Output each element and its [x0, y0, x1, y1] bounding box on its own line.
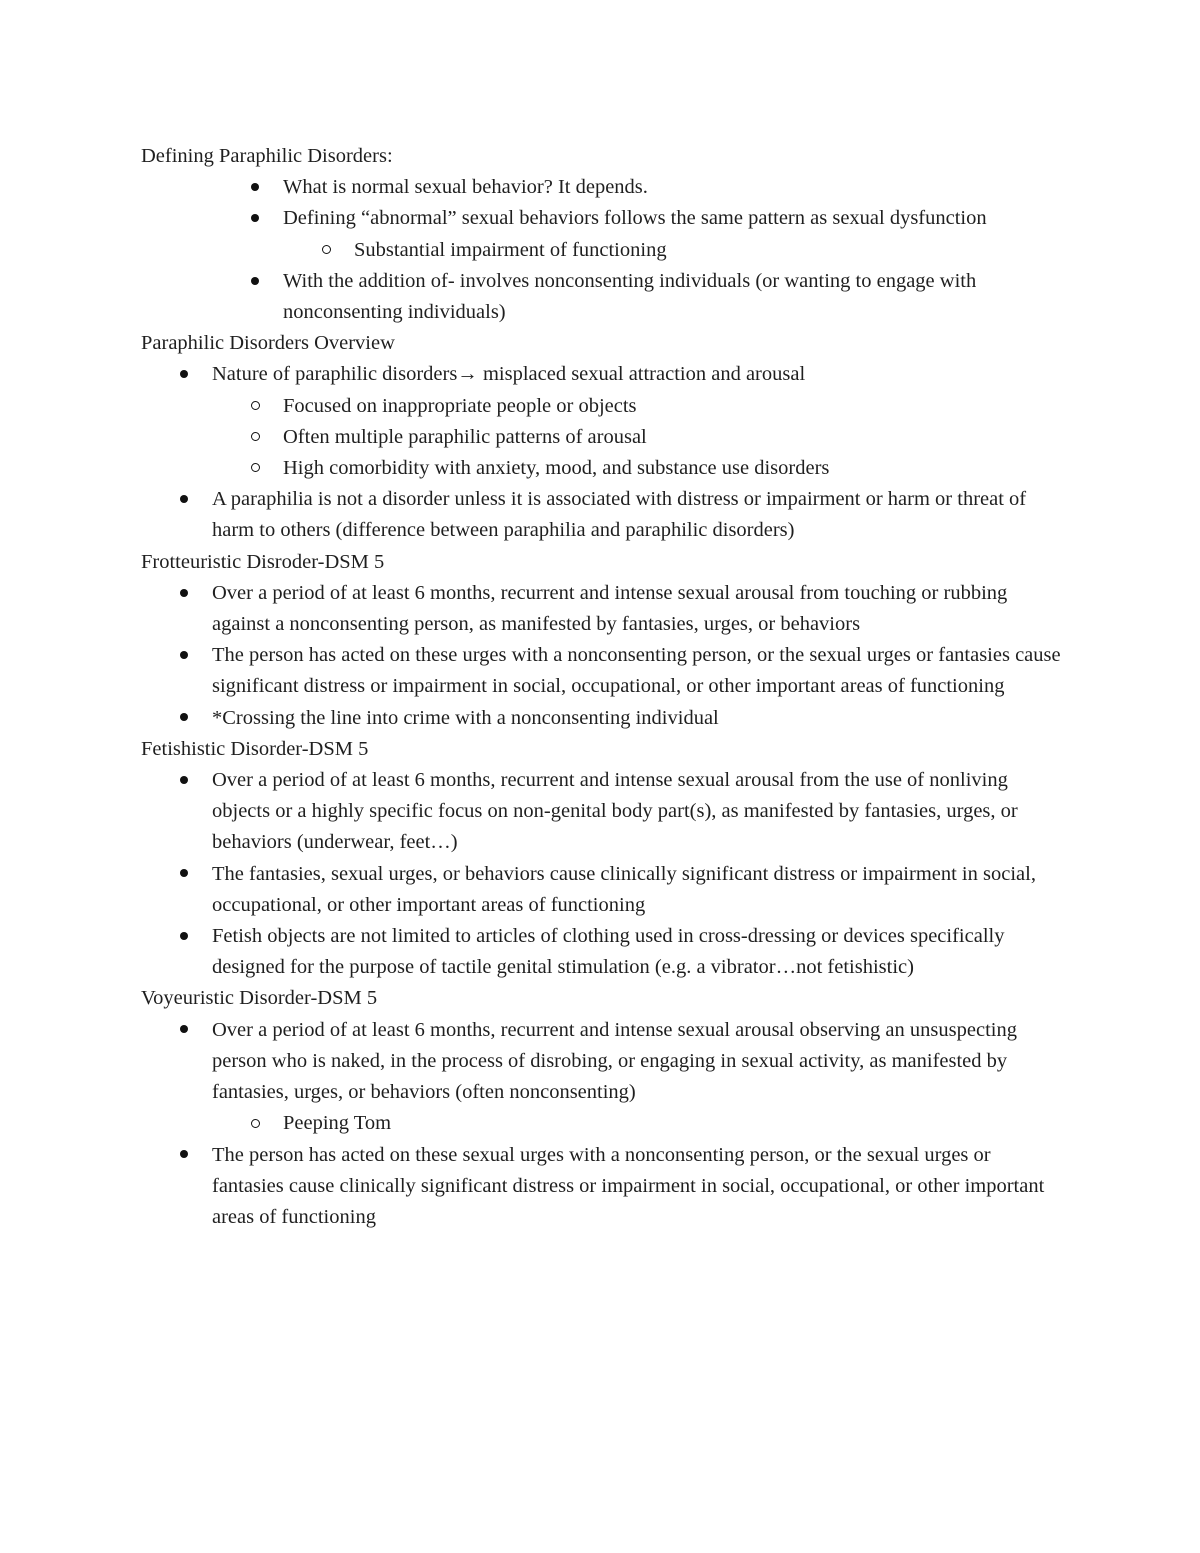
sub-list-item — [141, 1108, 1061, 1139]
bullet-list — [141, 484, 1061, 546]
list-item-text: Over a period of at least 6 months, recurrent and intense sexual arousal from the use of nonliving objects or a highly specific focus on non-genital body part(s), as manifested by fantasies, urges, or behaviors (underwear, feet…) — [212, 769, 1018, 854]
bullet-list — [141, 1015, 1061, 1109]
list-item — [141, 921, 1061, 983]
list-item — [141, 703, 1061, 734]
sub-list-item-text: Focused on inappropriate people or objects — [283, 394, 637, 417]
bullet-disc-icon — [174, 578, 194, 609]
list-item-text: With the addition of- involves nonconsenting individuals (or wanting to engage with nonconsenting individuals) — [283, 269, 977, 324]
bullet-circle-icon — [245, 453, 265, 484]
sub-list-item-text: Often multiple paraphilic patterns of arousal — [283, 425, 647, 448]
list-item-text: Nature of paraphilic disorders→ misplaced sexual attraction and arousal — [212, 363, 806, 386]
bullet-disc-icon — [174, 484, 194, 515]
bullet-circle-icon — [245, 1108, 265, 1139]
bullet-list — [141, 172, 1061, 234]
list-item — [141, 203, 1061, 234]
list-item-text: The person has acted on these sexual urges with a nonconsenting person, or the sexual urges or fantasies cause clinically significant distress or impairment in social, occupational, or other important areas of functioning — [212, 1143, 1045, 1228]
sub-bullet-list — [141, 1108, 1061, 1139]
bullet-list — [141, 765, 1061, 983]
bullet-disc-icon — [174, 1140, 194, 1171]
list-item-text: The person has acted on these urges with a nonconsenting person, or the sexual urges or fantasies cause significant distress or impairment in social, occupational, or other important areas of functioning — [212, 644, 1061, 698]
bullet-disc-icon — [174, 859, 194, 890]
section-heading: Fetishistic Disorder-DSM 5 — [141, 737, 369, 760]
list-item — [141, 266, 1061, 328]
section-frotteuristic-disorder — [141, 547, 1061, 734]
section-paraphilic-disorders-overview — [141, 328, 1061, 546]
bullet-circle-icon — [245, 422, 265, 453]
list-item-text: A paraphilia is not a disorder unless it is associated with distress or impairment or harm or threat of harm to others (difference between paraphilia and paraphilic disorders) — [212, 488, 1027, 542]
bullet-circle-icon — [316, 235, 336, 266]
sub-bullet-list — [141, 391, 1061, 485]
sub-list-item — [141, 391, 1061, 422]
list-item — [141, 1140, 1061, 1234]
list-item — [141, 359, 1061, 390]
list-item-text: Over a period of at least 6 months, recurrent and intense sexual arousal from touching or rubbing against a nonconsenting person, as manifested by fantasies, urges, or behaviors — [212, 581, 1008, 636]
bullet-disc-icon — [245, 203, 265, 234]
bullet-disc-icon — [174, 640, 194, 671]
list-item — [141, 484, 1061, 546]
section-heading: Voyeuristic Disorder-DSM 5 — [141, 987, 378, 1010]
list-item-text: *Crossing the line into crime with a nonconsenting individual — [212, 706, 719, 729]
bullet-list — [141, 1140, 1061, 1234]
bullet-list — [141, 359, 1061, 390]
sub-bullet-list — [141, 235, 1061, 266]
bullet-list — [141, 266, 1061, 328]
list-item — [141, 859, 1061, 921]
list-item-text: Over a period of at least 6 months, recurrent and intense sexual arousal observing an unsuspecting person who is naked, in the process of disrobing, or engaging in sexual activity, as manifested by fantasies, urges, or behaviors (often nonconsenting) — [212, 1018, 1017, 1104]
section-fetishistic-disorder — [141, 734, 1061, 984]
list-item — [141, 172, 1061, 203]
bullet-disc-icon — [174, 1015, 194, 1046]
list-item — [141, 578, 1061, 640]
sub-list-item-text: Peeping Tom — [283, 1112, 392, 1135]
document-body — [141, 141, 1061, 1233]
list-item — [141, 765, 1061, 859]
bullet-disc-icon — [174, 765, 194, 796]
list-item — [141, 640, 1061, 702]
section-voyeuristic-disorder — [141, 983, 1061, 1233]
sub-list-item — [141, 453, 1061, 484]
sub-list-item — [141, 422, 1061, 453]
sub-list-item-text: High comorbidity with anxiety, mood, and substance use disorders — [283, 457, 830, 480]
bullet-list — [141, 578, 1061, 734]
section-heading: Paraphilic Disorders Overview — [141, 332, 395, 355]
list-item-text: What is normal sexual behavior? It depends. — [283, 176, 648, 199]
section-heading: Defining Paraphilic Disorders: — [141, 145, 393, 167]
bullet-disc-icon — [174, 359, 194, 390]
sub-list-item-text: Substantial impairment of functioning — [354, 238, 667, 261]
sub-list-item — [141, 235, 1061, 266]
bullet-disc-icon — [245, 266, 265, 297]
bullet-disc-icon — [245, 172, 265, 203]
section-defining-paraphilic-disorders — [141, 141, 1061, 328]
list-item-text: Fetish objects are not limited to articles of clothing used in cross-dressing or devices specifically designed for the purpose of tactile genital stimulation (e.g. a vibrator…not fetishistic) — [212, 925, 1005, 979]
bullet-circle-icon — [245, 391, 265, 422]
list-item — [141, 1015, 1061, 1109]
bullet-disc-icon — [174, 921, 194, 952]
section-heading: Frotteuristic Disroder-DSM 5 — [141, 550, 385, 573]
list-item-text: The fantasies, sexual urges, or behaviors cause clinically significant distress or impairment in social, occupational, or other important areas of functioning — [212, 862, 1036, 916]
list-item-text: Defining “abnormal” sexual behaviors follows the same pattern as sexual dysfunction — [283, 207, 987, 230]
bullet-disc-icon — [174, 703, 194, 734]
